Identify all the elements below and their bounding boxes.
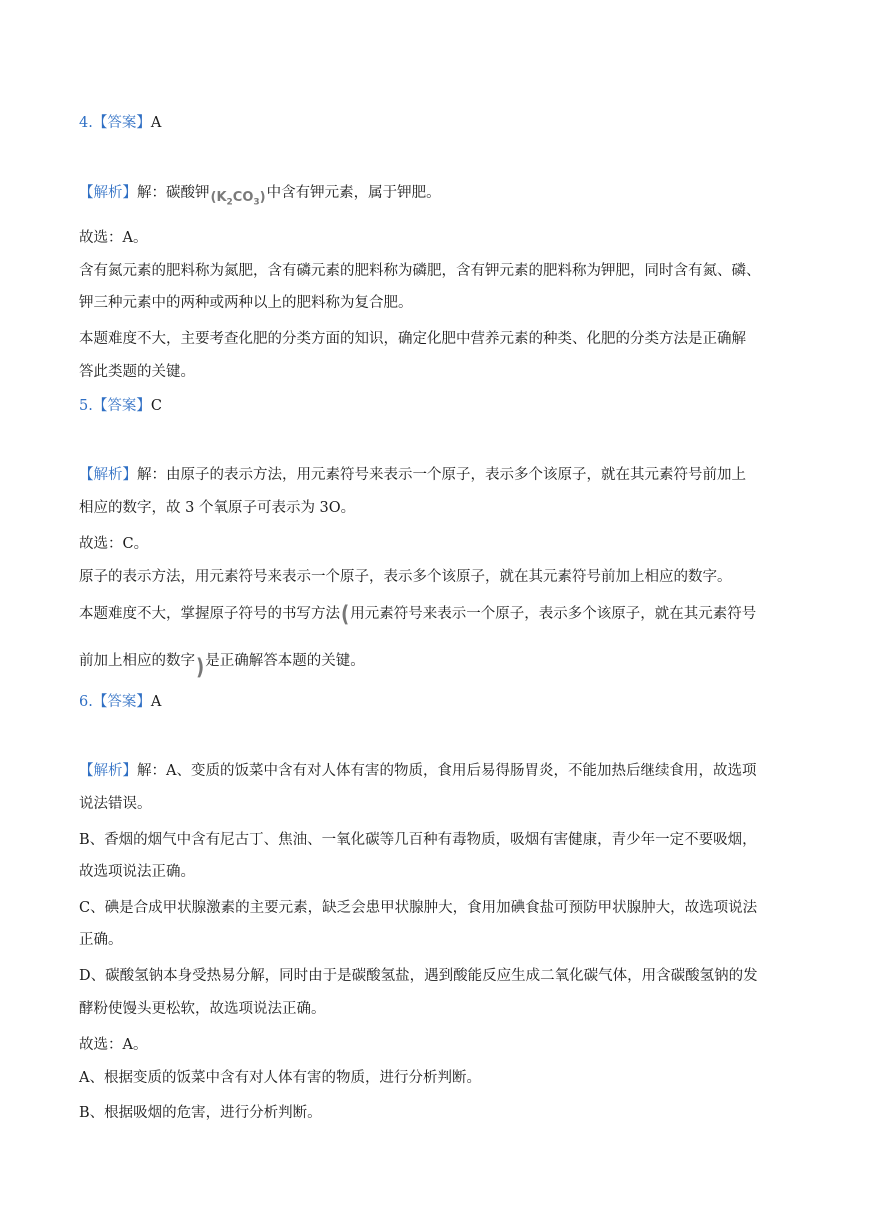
open-paren: ( [341,601,350,628]
q6-paragraph-line: 说法错误。 [79,796,152,812]
q5-analysis-line [79,465,746,485]
q5-paragraph-line: 本题难度不大，掌握原子符号的书写方法(用元素符号来表示一个原子，表示多个该原子，就在其元素符号 [79,601,757,628]
q4-answer-line [79,113,161,133]
q4-paragraph-line: 含有氮元素的肥料称为氮肥，含有磷元素的肥料称为磷肥，含有钾元素的肥料称为钾肥，同时含有氮、磷、 [79,263,761,279]
q4-paragraph-line: 答此类题的关键。 [79,364,195,380]
q6-analysis-line [79,761,756,781]
q6-paragraph-line: 酵粉使馒头更松软，故选项说法正确。 [79,1001,326,1017]
q6-paragraph-line: C、碘是合成甲状腺激素的主要元素，缺乏会患甲状腺肿大，食用加碘食盐可预防甲状腺肿大，故选项说法 [79,900,758,916]
q4-paragraph-line: 钾三种元素中的两种或两种以上的肥料称为复合肥。 [79,295,413,311]
q6-analysis-tag: 【解析】 [79,763,137,779]
q6-answer-value: A [150,694,162,710]
q6-answer-line [79,692,161,712]
q5-answer-line [79,396,162,416]
q4-choice: 故选：A。 [79,230,148,246]
q6-paragraph-line: A、根据变质的饭菜中含有对人体有害的物质，进行分析判断。 [79,1070,481,1086]
q5-paragraph-line: 相应的数字，故 3 个氧原子可表示为 3O。 [79,500,356,516]
q4-answer-value: A [150,115,162,131]
q6-analysis-text: 解：A、变质的饭菜中含有对人体有害的物质，食用后易得肠胃炎，不能加热后继续食用，故选项 [137,763,757,779]
q4-analysis-line [79,183,441,209]
q4-analysis-text: 解：碳酸钾 [137,185,210,201]
q4-analysis-tag: 【解析】 [79,185,137,201]
q6-paragraph-line: B、香烟的烟气中含有尼古丁、焦油、一氧化碳等几百种有毒物质，吸烟有害健康，青少年一定不要吸烟， [79,832,757,848]
q5-paragraph-line: 前加上相应的数字)是正确解答本题的关键。 [79,653,365,681]
q5-choice: 故选：C。 [79,536,149,552]
q5-answer-value: C [150,398,162,414]
q6-paragraph-line: B、根据吸烟的危害，进行分析判断。 [79,1105,322,1121]
q5-answer-label: 5.【答案】 [79,398,151,414]
q4-analysis-text-2: 中含有钾元素，属于钾肥。 [266,185,441,201]
q6-answer-label: 6.【答案】 [79,694,151,710]
q4-paragraph-line: 本题难度不大，主要考查化肥的分类方面的知识，确定化肥中营养元素的种类、化肥的分类方法是正确解 [79,331,746,347]
close-paren: ) [196,654,205,681]
q5-analysis-text: 解：由原子的表示方法，用元素符号来表示一个原子，表示多个该原子，就在其元素符号前加上 [137,467,746,483]
q6-choice: 故选：A。 [79,1037,148,1053]
q6-paragraph-line: D、碳酸氢钠本身受热易分解，同时由于是碳酸氢盐，遇到酸能反应生成二氧化碳气体，用含碳酸氢钠的发 [79,968,758,984]
q5-analysis-tag: 【解析】 [79,467,137,483]
q6-paragraph-line: 正确。 [79,932,123,948]
potassium-carbonate-formula: $(K_2CO_3)$ [210,190,266,208]
q5-paragraph-line: 原子的表示方法，用元素符号来表示一个原子，表示多个该原子，就在其元素符号前加上相应的数字。 [79,569,732,585]
q4-answer-label: 4.【答案】 [79,115,151,131]
q6-paragraph-line: 故选项说法正确。 [79,864,195,880]
